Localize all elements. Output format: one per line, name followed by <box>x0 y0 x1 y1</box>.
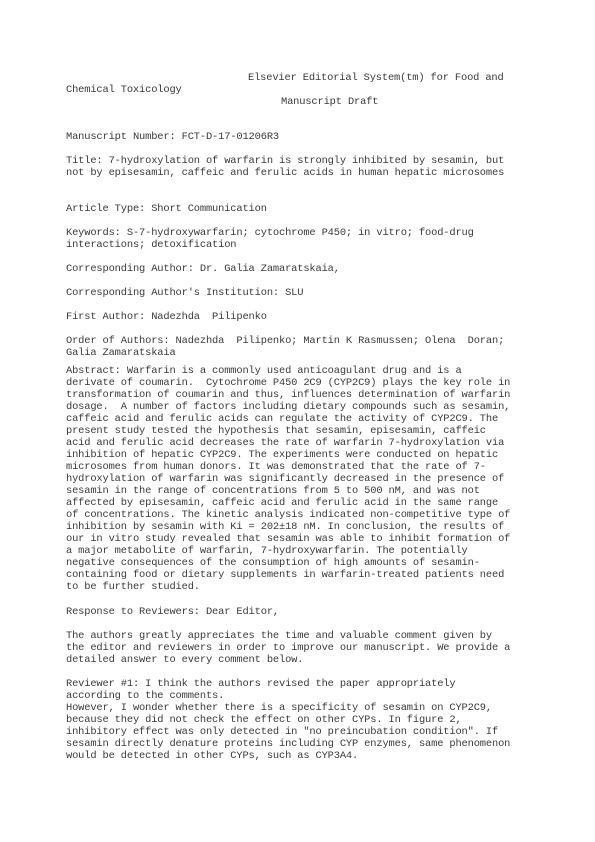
manuscript-number: Manuscript Number: FCT-D-17-01206R3 <box>66 131 279 143</box>
keywords-line: interactions; detoxification <box>66 239 237 251</box>
order-of-authors-line: Galia Zamaratskaia <box>66 347 176 359</box>
abstract-line: derivate of coumarin. Cytochrome P450 2C9 (CYP2C9) plays the key role in <box>66 377 511 389</box>
title-line: not by episesamin, caffeic and ferulic acids in human hepatic microsomes <box>66 167 505 179</box>
order-of-authors-line: Order of Authors: Nadezhda Pilipenko; Martin K Rasmussen; Olena Doran; <box>66 335 505 347</box>
reviewer-1-line: sesamin directly denature proteins including CYP enzymes, same phenomenon <box>66 738 511 750</box>
abstract-line: negative consequences of the consumption of high amounts of sesamin- <box>66 557 480 569</box>
abstract-line: Abstract: Warfarin is a commonly used anticoagulant drug and is a <box>66 365 462 377</box>
abstract-line: transformation of coumarin and thus, influences determination of warfarin <box>66 389 511 401</box>
abstract-line: affected by episesamin, caffeic acid and ferulic acid in the same range <box>66 497 499 509</box>
abstract-line: microsomes from human donors. It was demonstrated that the rate of 7- <box>66 461 486 473</box>
abstract-line: to be further studied. <box>66 581 200 593</box>
corresponding-author: Corresponding Author: Dr. Galia Zamaratskaia, <box>66 263 340 275</box>
reviewer-1-line: because they did not check the effect on other CYPs. In figure 2, <box>66 714 462 726</box>
response-body-line: the editor and reviewers in order to improve our manuscript. We provide a <box>66 642 511 654</box>
response-body-line: detailed answer to every comment below. <box>66 654 304 666</box>
abstract-line: a major metabolite of warfarin, 7-hydroxywarfarin. The potentially <box>66 545 468 557</box>
abstract-line: inhibition by sesamin with Ki = 202±18 nM. In conclusion, the results of <box>66 521 505 533</box>
title-line: Title: 7-hydroxylation of warfarin is strongly inhibited by sesamin, but <box>66 155 505 167</box>
draft-label: Manuscript Draft <box>281 96 379 108</box>
abstract-line: hydroxylation of warfarin was significantly decreased in the presence of <box>66 473 505 485</box>
keywords-line: Keywords: S-7-hydroxywarfarin; cytochrome P450; in vitro; food-drug <box>66 227 474 239</box>
abstract-line: of concentrations. The kinetic analysis indicated non-competitive type of <box>66 509 511 521</box>
abstract-line: sesamin in the range of concentrations from 5 to 500 nM, and was not <box>66 485 480 497</box>
abstract-line: dosage. A number of factors including dietary compounds such as sesamin, <box>66 401 511 413</box>
abstract-line: our in vitro study revealed that sesamin was able to inhibit formation of <box>66 533 511 545</box>
first-author: First Author: Nadezhda Pilipenko <box>66 311 267 323</box>
response-body-line: The authors greatly appreciates the time and valuable comment given by <box>66 630 492 642</box>
abstract-line: acid and ferulic acid decreases the rate of warfarin 7-hydroxylation via <box>66 437 505 449</box>
reviewer-1-line: However, I wonder whether there is a specificity of sesamin on CYP2C9, <box>66 702 492 714</box>
abstract-line: caffeic acid and ferulic acids can regulate the activity of CYP2C9. The <box>66 413 499 425</box>
system-header-line-1: Elsevier Editorial System(tm) for Food and <box>248 72 504 84</box>
abstract-line: containing food or dietary supplements in warfarin-treated patients need <box>66 569 505 581</box>
reviewer-1-line: would be detected in other CYPs, such as CYP3A4. <box>66 750 359 762</box>
reviewer-1-line: according to the comments. <box>66 690 225 702</box>
abstract-line: inhibition of hepatic CYP2C9. The experiments were conducted on hepatic <box>66 449 499 461</box>
response-to-reviewers: Response to Reviewers: Dear Editor, <box>66 606 279 618</box>
corresponding-institution: Corresponding Author's Institution: SLU <box>66 287 304 299</box>
reviewer-1-line: Reviewer #1: I think the authors revised the paper appropriately <box>66 678 456 690</box>
abstract-line: present study tested the hypothesis that sesamin, episesamin, caffeic <box>66 425 486 437</box>
system-header-line-2: Chemical Toxicology <box>66 84 182 96</box>
article-type: Article Type: Short Communication <box>66 203 267 215</box>
reviewer-1-line: inhibitory effect was only detected in "no preincubation condition". If <box>66 726 499 738</box>
